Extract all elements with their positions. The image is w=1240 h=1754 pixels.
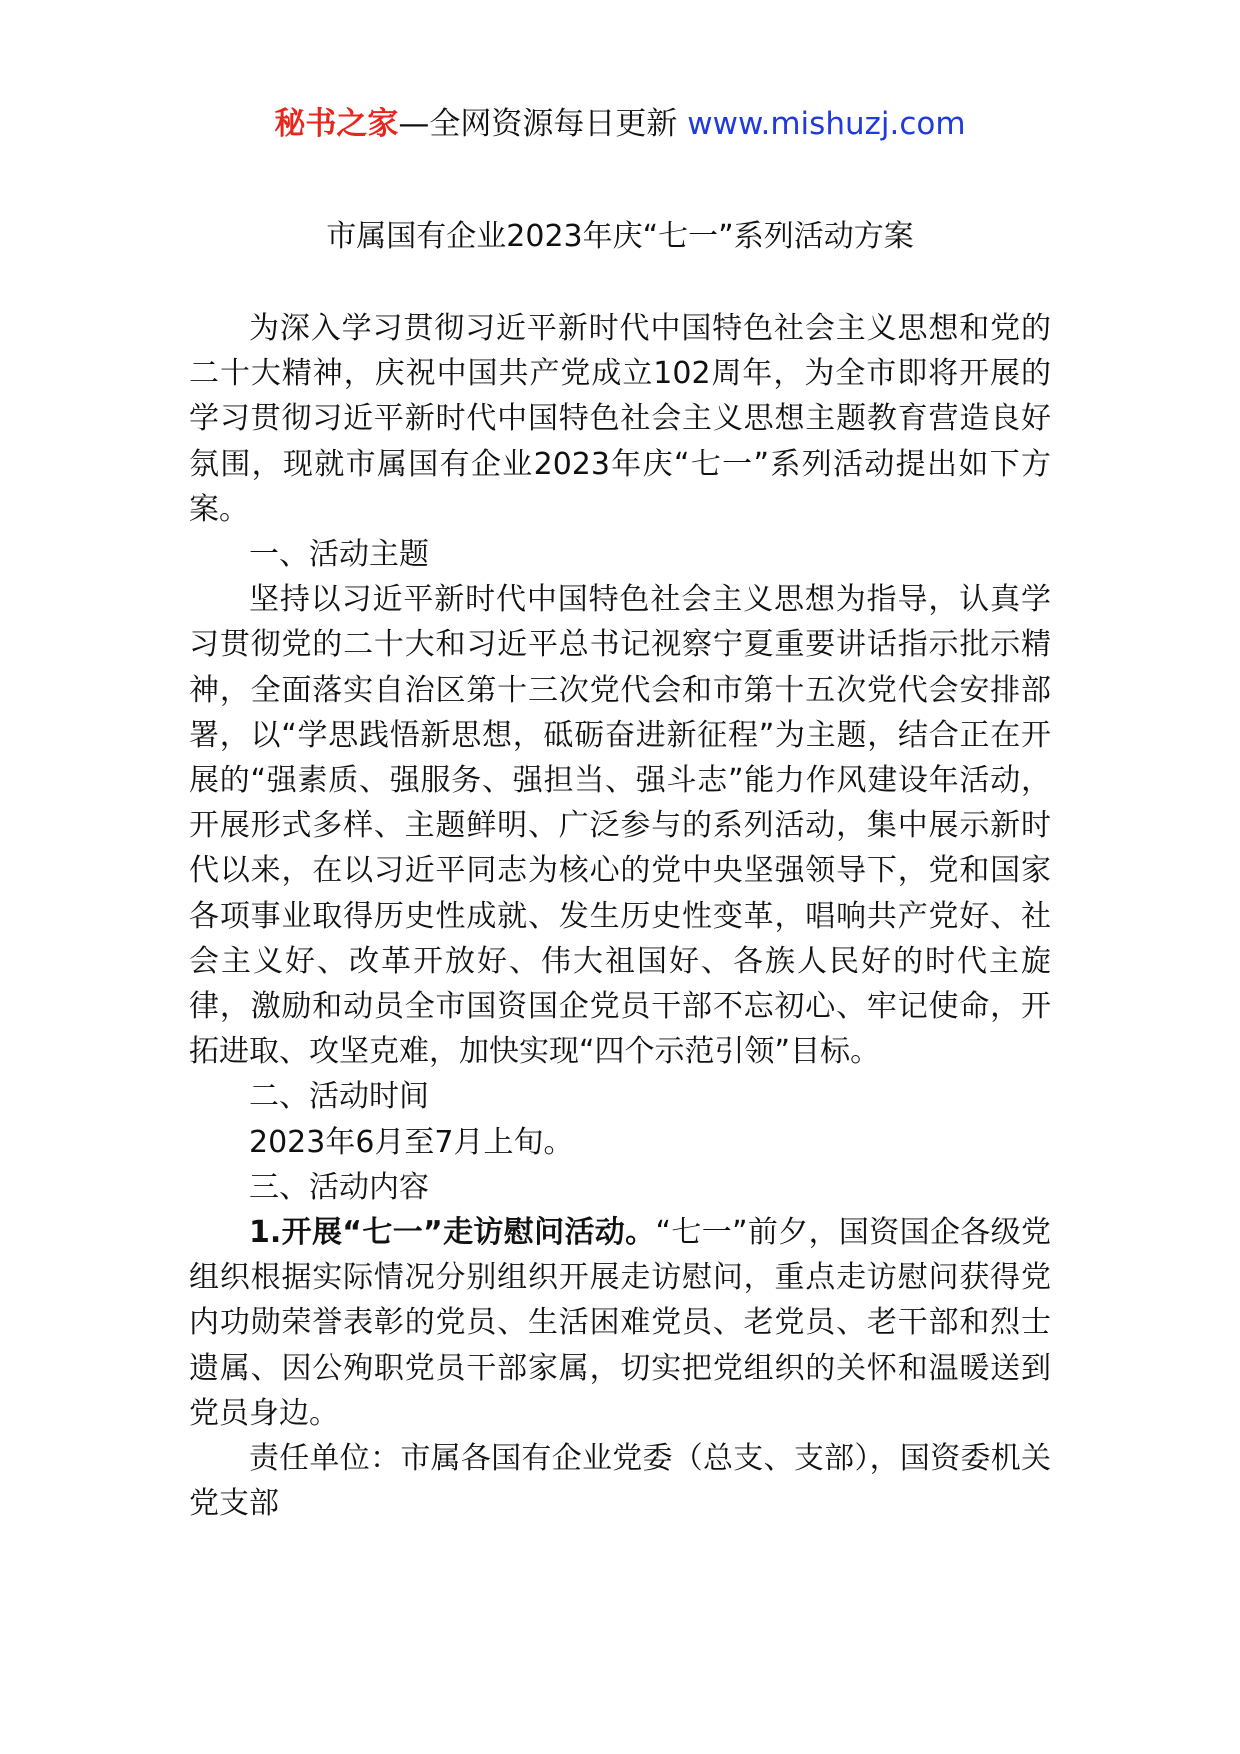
header-tagline: —全网资源每日更新	[398, 106, 688, 142]
brand-name: 秘书之家	[274, 106, 399, 142]
section-heading-content: 三、活动内容	[249, 1169, 429, 1205]
header-url[interactable]: www.mishuzj.com	[687, 106, 966, 142]
item-1-title: 1.开展“七一”走访慰问活动。	[249, 1215, 656, 1251]
document-body	[189, 306, 1051, 1526]
item-1-paragraph	[189, 1210, 1051, 1436]
intro-paragraph: 为深入学习贯彻习近平新时代中国特色社会主义思想和党的二十大精神，庆祝中国共产党成立102周年，为全市即将开展的学习贯彻习近平新时代中国特色社会主义思想主题教育营造良好氛围，现就市属国有企业2023年庆“七一”系列活动提出如下方案。	[189, 311, 1051, 527]
section-heading-time: 二、活动时间	[249, 1079, 429, 1115]
section-heading-theme: 一、活动主题	[249, 537, 429, 573]
item-1-text: “七一”前夕，国资国企各级党组织根据实际情况分别组织开展走访慰问，重点走访慰问获得党内功勋荣誉表彰的党员、生活困难党员、老党员、老干部和烈士遗属、因公殉职党员干部家属，切实把党组织的关怀和温暖送到党员身边。	[189, 1215, 1051, 1431]
theme-paragraph: 坚持以习近平新时代中国特色社会主义思想为指导，认真学习贯彻党的二十大和习近平总书记视察宁夏重要讲话指示批示精神，全面落实自治区第十三次党代会和市第十五次党代会安排部署，以“学思践悟新思想，砥砺奋进新征程”为主题，结合正在开展的“强素质、强服务、强担当、强斗志”能力作风建设年活动，开展形式多样、主题鲜明、广泛参与的系列活动，集中展示新时代以来，在以习近平同志为核心的党中央坚强领导下，党和国家各项事业取得历史性成就、发生历史性变革，唱响共产党好、社会主义好、改革开放好、伟大祖国好、各族人民好的时代主旋律，激励和动员全市国资国企党员干部不忘初心、牢记使命，开拓进取、攻坚克难，加快实现“四个示范引领”目标。	[189, 582, 1051, 1070]
site-header	[0, 100, 1240, 148]
time-paragraph: 2023年6月至7月上旬。	[249, 1124, 574, 1160]
responsible-units: 责任单位：市属各国有企业党委（总支、支部），国资委机关党支部	[189, 1441, 1051, 1522]
document-title: 市属国有企业2023年庆“七一”系列活动方案	[326, 219, 914, 254]
